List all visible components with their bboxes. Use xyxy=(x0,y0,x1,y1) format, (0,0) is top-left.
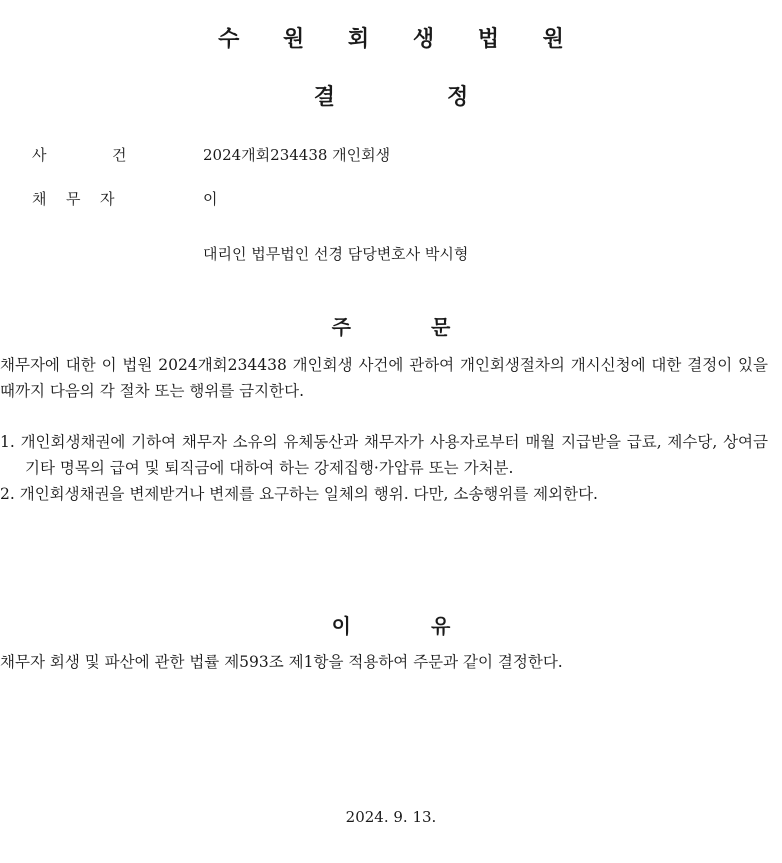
decision-date: 2024. 9. 13. xyxy=(345,808,437,826)
document-type-title xyxy=(0,80,782,111)
list-item: 2. 개인회생채권을 변제받거나 변제를 요구하는 일체의 행위. 다만, 소송행위를 제외한다. xyxy=(0,485,598,503)
document-type-char-2: 정 xyxy=(447,85,469,110)
reason-heading-char-1: 이 xyxy=(331,614,351,638)
case-label xyxy=(32,144,127,165)
order-heading xyxy=(0,311,782,340)
debtor-label-char-2: 무 xyxy=(66,190,81,208)
case-label-char-2: 건 xyxy=(112,146,127,164)
list-item: 1. 개인회생채권에 기하여 채무자 소유의 유체동산과 채무자가 사용자로부터 매월 지급받을 급료, 제수당, 상여금 기타 명목의 급여 및 퇴직금에 대하여 하는 강제집행·가압류 또는 가처분. xyxy=(0,433,768,477)
case-number: 2024개회234438 개인회생 xyxy=(203,146,391,164)
order-heading-char-1: 주 xyxy=(331,315,351,339)
reason-heading-char-2: 유 xyxy=(431,614,451,638)
court-name: 수 원 회 생 법 원 xyxy=(218,27,582,52)
representative-line: 대리인 법무법인 선경 담당변호사 박시형 xyxy=(203,245,469,263)
order-intro-paragraph: 채무자에 대한 이 법원 2024개회234438 개인회생 사건에 관하여 개인회생절차의 개시신청에 대한 결정이 있을 때까지 다음의 각 절차 또는 행위를 금지한다. xyxy=(0,356,768,400)
order-heading-char-2: 문 xyxy=(431,315,451,339)
debtor-name: 이 xyxy=(203,190,218,208)
debtor-label xyxy=(32,188,134,209)
case-label-char-1: 사 xyxy=(32,146,47,164)
prohibited-acts-list xyxy=(0,429,768,507)
reason-paragraph: 채무자 회생 및 파산에 관한 법률 제593조 제1항을 적용하여 주문과 같이 결정한다. xyxy=(0,653,563,671)
document-type-char-1: 결 xyxy=(313,85,335,110)
debtor-label-char-1: 채 xyxy=(32,190,47,208)
debtor-label-char-3: 자 xyxy=(100,190,115,208)
reason-heading xyxy=(0,610,782,639)
